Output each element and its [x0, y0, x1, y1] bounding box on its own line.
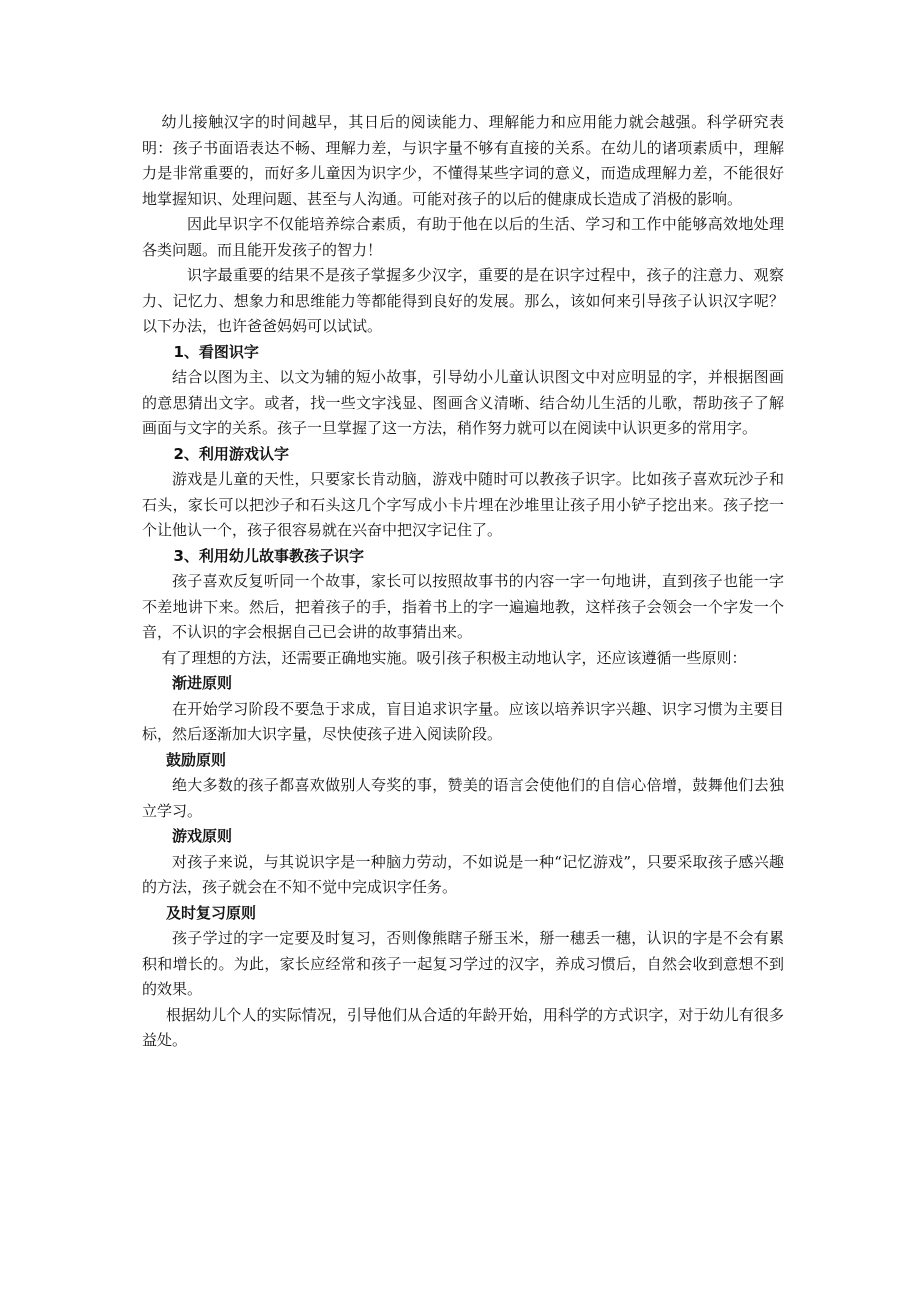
principle-body-4: 孩子学过的字一定要及时复习，否则像熊瞎子掰玉米，掰一穗丢一穗，认识的字是不会有累积和增长的。为此，家长应经常和孩子一起复习学过的汉字，养成习惯后，自然会收到意想不到的效果。	[142, 929, 784, 998]
principles-intro: 有了理想的方法，还需要正确地实施。吸引孩子积极主动地认字，还应该遵循一些原则：	[161, 648, 747, 667]
method-body-3: 孩子喜欢反复听同一个故事，家长可以按照故事书的内容一字一句地讲，直到孩子也能一字不差地讲下来。然后，把着孩子的手，指着书上的字一遍遍地教，这样孩子会领会一个字发一个音，不认识的字会根据自己已会讲的故事猜出来。	[142, 572, 784, 641]
principle-heading-1: 渐进原则	[172, 674, 233, 692]
document-page	[142, 110, 784, 1054]
method-body-1: 结合以图为主、以文为辅的短小故事，引导幼小儿童认识图文中对应明显的字，并根据图画的意思猜出文字。或者，找一些文字浅显、图画含义清晰、结合幼儿生活的儿歌，帮助孩子了解画面与文字的关系。孩子一旦掌握了这一方法，稍作努力就可以在阅读中认识更多的常用字。	[142, 368, 784, 437]
intro-paragraph-2: 因此早识字不仅能培养综合素质，有助于他在以后的生活、学习和工作中能够高效地处理各类问题。而且能开发孩子的智力！	[142, 215, 784, 259]
conclusion-paragraph: 根据幼儿个人的实际情况，引导他们从合适的年龄开始，用科学的方式识字，对于幼儿有很多益处。	[142, 1005, 784, 1049]
intro-paragraph-3: 识字最重要的结果不是孩子掌握多少汉字，重要的是在识字过程中，孩子的注意力、观察力、记忆力、想象力和思维能力等都能得到良好的发展。那么，该如何来引导孩子认识汉字呢？以下办法，也许爸爸妈妈可以试试。	[142, 266, 784, 335]
principle-heading-3: 游戏原则	[172, 827, 233, 845]
method-heading-3: 3、利用幼儿故事教孩子识字	[173, 546, 364, 565]
principle-body-2: 绝大多数的孩子都喜欢做别人夸奖的事，赞美的语言会使他们的自信心倍增，鼓舞他们去独立学习。	[142, 776, 784, 820]
principle-heading-2: 鼓励原则	[166, 750, 227, 769]
method-heading-2: 2、利用游戏认字	[173, 444, 289, 463]
method-body-2: 游戏是儿童的天性，只要家长肯动脑，游戏中随时可以教孩子识字。比如孩子喜欢玩沙子和石头，家长可以把沙子和石头这几个字写成小卡片埋在沙堆里让孩子用小铲子挖出来。孩子挖一个让他认一个，孩子很容易就在兴奋中把汉字记住了。	[142, 470, 784, 539]
intro-paragraph-1: 幼儿接触汉字的时间越早，其日后的阅读能力、理解能力和应用能力就会越强。科学研究表明：孩子书面语表达不畅、理解力差，与识字量不够有直接的关系。在幼儿的诸项素质中，理解力是非常重要的，而好多儿童因为识字少，不懂得某些字词的意义，而造成理解力差，不能很好地掌握知识、处理问题、甚至与人沟通。可能对孩子的以后的健康成长造成了消极的影响。	[142, 113, 784, 208]
method-heading-1: 1、看图识字	[173, 342, 259, 361]
principle-body-1: 在开始学习阶段不要急于求成，盲目追求识字量。应该以培养识字兴趣、识字习惯为主要目标，然后逐渐加大识字量，尽快使孩子进入阅读阶段。	[142, 699, 784, 743]
principle-body-3: 对孩子来说，与其说识字是一种脑力劳动，不如说是一种“记忆游戏”，只要采取孩子感兴趣的方法，孩子就会在不知不觉中完成识字任务。	[142, 852, 784, 896]
principle-heading-4: 及时复习原则	[166, 903, 257, 922]
